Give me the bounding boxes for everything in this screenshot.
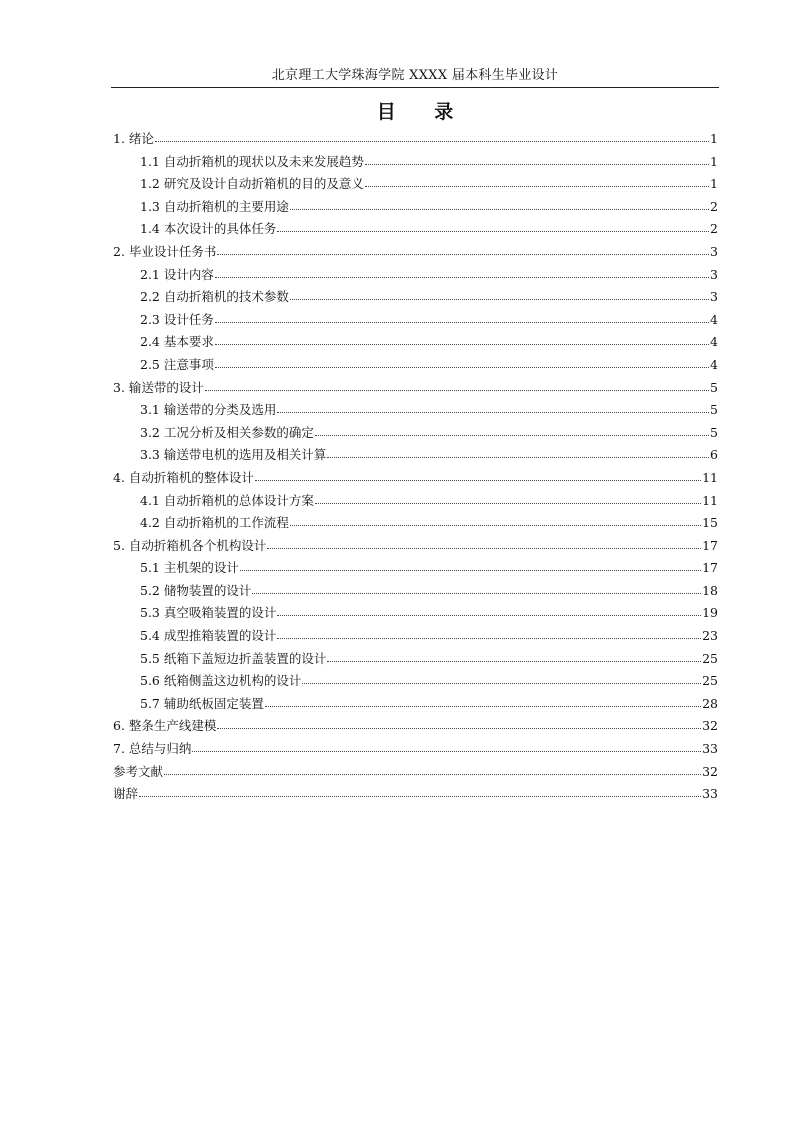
- toc-entry-label: 5. 自动折箱机各个机构设计: [113, 537, 267, 553]
- toc-dot-leader: [365, 176, 709, 188]
- toc-entry-label: 2. 毕业设计任务书: [113, 243, 217, 259]
- toc-entry-label: 5.4 成型推箱装置的设计: [140, 628, 277, 644]
- toc-dot-leader: [205, 380, 709, 392]
- toc-entry-label: 7. 总结与归纳: [113, 741, 192, 757]
- toc-dot-leader: [290, 199, 709, 211]
- toc-page-number: 19: [702, 605, 718, 621]
- toc-dot-leader: [215, 267, 709, 279]
- toc-entry-label: 2.3 设计任务: [140, 311, 214, 327]
- toc-dot-leader: [365, 154, 709, 166]
- toc-entry-label: 5.5 纸箱下盖短边折盖装置的设计: [140, 650, 327, 666]
- toc-entry-label: 1.2 研究及设计自动折箱机的目的及意义: [140, 176, 364, 192]
- toc-entry-label: 5.7 辅助纸板固定装置: [140, 695, 264, 711]
- toc-page-number: 2: [710, 221, 718, 237]
- toc-entry[interactable]: [113, 670, 718, 693]
- toc-page-number: 5: [710, 402, 718, 418]
- toc-dot-leader: [255, 470, 701, 482]
- toc-page-number: 15: [702, 515, 718, 531]
- toc-entry-label: 2.2 自动折箱机的技术参数: [140, 289, 289, 305]
- toc-page-number: 33: [702, 786, 718, 802]
- page-header: 北京理工大学珠海学院 XXXX 届本科生毕业设计: [111, 66, 719, 88]
- toc-title: 目 录: [376, 101, 470, 123]
- toc-dot-leader: [290, 515, 701, 527]
- toc-page-number: 23: [702, 628, 718, 644]
- toc-dot-leader: [277, 605, 701, 617]
- toc-entry-label: 5.2 储物装置的设计: [140, 582, 252, 598]
- toc-entry[interactable]: [113, 331, 718, 354]
- toc-page-number: 17: [702, 560, 718, 576]
- toc-entry-label: 2.4 基本要求: [140, 334, 214, 350]
- toc-page-number: 1: [710, 176, 718, 192]
- toc-entry-label: 4.2 自动折箱机的工作流程: [140, 515, 289, 531]
- toc-dot-leader: [315, 493, 701, 505]
- toc-page-number: 25: [702, 650, 718, 666]
- toc-entry[interactable]: [113, 490, 718, 513]
- toc-entry[interactable]: [113, 264, 718, 287]
- toc-page-number: 3: [710, 266, 718, 282]
- toc-page-number: 5: [710, 424, 718, 440]
- toc-dot-leader: [302, 673, 701, 685]
- toc-entry[interactable]: [113, 783, 718, 806]
- toc-entry[interactable]: [113, 557, 718, 580]
- toc-dot-leader: [215, 312, 709, 324]
- toc-entry-label: 2.1 设计内容: [140, 266, 214, 282]
- toc-entry[interactable]: [113, 128, 718, 151]
- toc-entry[interactable]: [113, 715, 718, 738]
- toc-entry-label: 2.5 注意事项: [140, 356, 214, 372]
- toc-dot-leader: [240, 560, 701, 572]
- toc-page-number: 32: [702, 718, 718, 734]
- toc-entry[interactable]: [113, 761, 718, 784]
- toc-page-number: 1: [710, 153, 718, 169]
- toc-entry-label: 1. 绪论: [113, 131, 154, 146]
- toc-entry-label: 3.3 输送带电机的选用及相关计算: [140, 447, 327, 463]
- toc-page-number: 2: [710, 198, 718, 214]
- toc-entry[interactable]: [113, 422, 718, 445]
- toc-dot-leader: [215, 357, 709, 369]
- toc-entry[interactable]: [113, 467, 718, 490]
- toc-entry-label: 5.3 真空吸箱装置的设计: [140, 605, 277, 621]
- toc-entry-label: 4. 自动折箱机的整体设计: [113, 469, 254, 485]
- toc-dot-leader: [277, 402, 709, 414]
- toc-dot-leader: [277, 628, 701, 640]
- toc-entry-label: 4.1 自动折箱机的总体设计方案: [140, 492, 314, 508]
- toc-entry-label: 5.1 主机架的设计: [140, 560, 239, 576]
- toc-page-number: 32: [702, 763, 718, 779]
- toc-entry[interactable]: [113, 196, 718, 219]
- toc-entry[interactable]: [113, 738, 718, 761]
- toc-entry[interactable]: [113, 354, 718, 377]
- toc-page-number: 4: [710, 311, 718, 327]
- toc-entry[interactable]: [113, 444, 718, 467]
- toc-page-number: 3: [710, 289, 718, 305]
- toc-entry[interactable]: [113, 218, 718, 241]
- toc-page-number: 18: [702, 582, 718, 598]
- toc-page-number: 33: [702, 741, 718, 757]
- toc-entry-label: 3. 输送带的设计: [113, 379, 204, 395]
- toc-entry[interactable]: [113, 399, 718, 422]
- toc-page-number: 4: [710, 356, 718, 372]
- toc-entry-label: 谢辞: [113, 786, 139, 802]
- toc-entry[interactable]: [113, 580, 718, 603]
- toc-page-number: 28: [702, 695, 718, 711]
- toc-page-number: 25: [702, 673, 718, 689]
- toc-dot-leader: [215, 334, 709, 346]
- toc-entry[interactable]: [113, 648, 718, 671]
- toc-dot-leader: [265, 696, 701, 708]
- toc-page-number: 1: [710, 131, 718, 146]
- toc-page-number: 11: [702, 492, 718, 508]
- toc-page-number: 3: [710, 243, 718, 259]
- toc-dot-leader: [164, 764, 701, 776]
- toc-entry-label: 1.1 自动折箱机的现状以及未来发展趋势: [140, 153, 364, 169]
- toc-page-number: 17: [702, 537, 718, 553]
- toc-dot-leader: [139, 786, 701, 798]
- toc-dot-leader: [192, 741, 701, 753]
- toc-entry[interactable]: [113, 535, 718, 558]
- toc-entry-label: 1.3 自动折箱机的主要用途: [140, 198, 289, 214]
- toc-dot-leader: [277, 221, 709, 233]
- toc-entry-label: 参考文献: [113, 763, 164, 779]
- toc-page-number: 11: [702, 469, 718, 485]
- toc-dot-leader: [267, 538, 701, 550]
- toc-dot-leader: [290, 289, 709, 301]
- toc-entry-label: 6. 整条生产线建模: [113, 718, 217, 734]
- toc-page-number: 6: [710, 447, 718, 463]
- toc-entry-label: 1.4 本次设计的具体任务: [140, 221, 277, 237]
- toc-entry[interactable]: [113, 693, 718, 716]
- toc-dot-leader: [315, 425, 709, 437]
- table-of-contents: [113, 128, 718, 806]
- toc-entry[interactable]: [113, 512, 718, 535]
- toc-dot-leader: [217, 718, 701, 730]
- toc-entry-label: 5.6 纸箱侧盖这边机构的设计: [140, 673, 302, 689]
- toc-page-number: 4: [710, 334, 718, 350]
- toc-dot-leader: [217, 244, 709, 256]
- toc-dot-leader: [327, 651, 701, 663]
- toc-entry[interactable]: [113, 173, 718, 196]
- toc-page-number: 5: [710, 379, 718, 395]
- toc-entry-label: 3.2 工况分析及相关参数的确定: [140, 424, 314, 440]
- toc-entry[interactable]: [113, 151, 718, 174]
- toc-dot-leader: [327, 447, 709, 459]
- toc-entry[interactable]: [113, 625, 718, 648]
- toc-entry[interactable]: [113, 241, 718, 264]
- toc-entry-label: 3.1 输送带的分类及选用: [140, 402, 277, 418]
- toc-entry[interactable]: [113, 377, 718, 400]
- toc-entry[interactable]: [113, 286, 718, 309]
- toc-dot-leader: [252, 583, 701, 595]
- toc-dot-leader: [155, 131, 709, 143]
- toc-entry[interactable]: [113, 309, 718, 332]
- toc-entry[interactable]: [113, 602, 718, 625]
